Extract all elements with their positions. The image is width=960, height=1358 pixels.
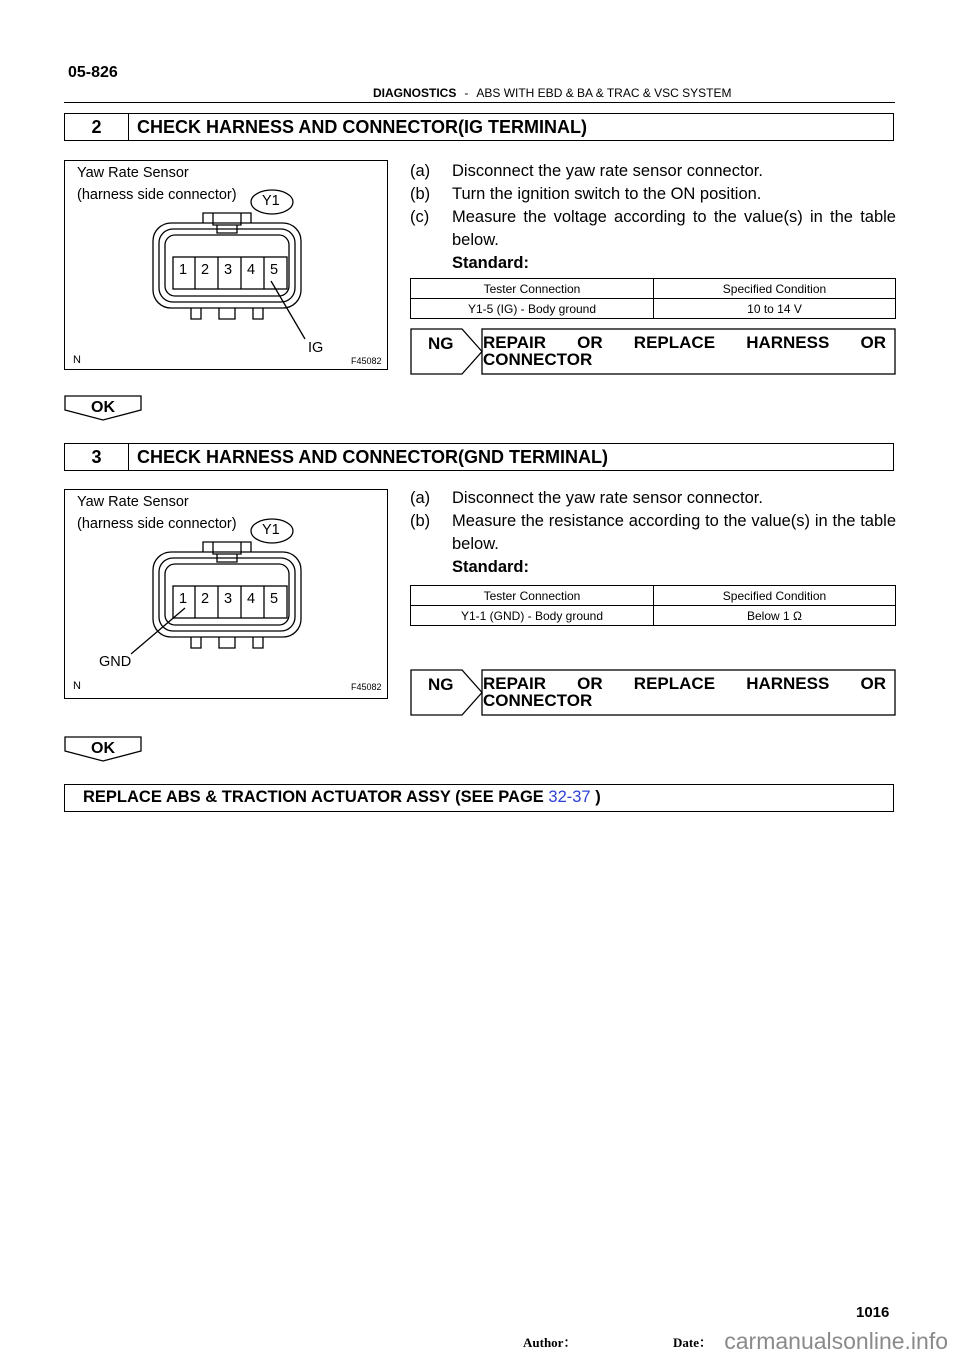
pin-5: 5 [270, 591, 279, 607]
step-2-title: CHECK HARNESS AND CONNECTOR(IG TERMINAL) [137, 116, 587, 137]
step-2-header [64, 113, 894, 141]
cell-connection: Y1-1 (GND) - Body ground [411, 606, 654, 626]
step-3-header [64, 443, 894, 471]
figure-id: F45082 [351, 356, 382, 366]
ng-action: REPAIR OR REPLACE HARNESS OR CONNECTOR [483, 674, 886, 710]
header-separator: - [464, 86, 469, 100]
step-2-instructions [410, 160, 896, 275]
step-3-number: 3 [65, 444, 129, 470]
pin-1: 1 [179, 262, 188, 278]
instruction-c: (c) Measure the voltage according to the value(s) in the table below. [410, 208, 896, 249]
sensor-label: Yaw Rate Sensor [77, 494, 189, 510]
cell-condition: Below 1 Ω [654, 606, 896, 626]
ng-result-gnd [410, 669, 896, 716]
step-3-title: CHECK HARNESS AND CONNECTOR(GND TERMINAL) [137, 446, 608, 467]
ok-label: OK [91, 740, 115, 757]
spec-table-gnd [410, 585, 896, 626]
page-code: 05-826 [68, 64, 118, 81]
pin-3: 3 [224, 591, 233, 607]
ok-label: OK [91, 399, 115, 416]
header-rule [64, 102, 895, 103]
step-3-figure [64, 489, 388, 699]
terminal-label: IG [308, 340, 324, 356]
pin-4: 4 [247, 591, 256, 607]
table-header-row [411, 586, 896, 606]
pin-2: 2 [201, 262, 210, 278]
ok-result-gnd [64, 736, 142, 762]
pin-4: 4 [247, 262, 256, 278]
header-specified-condition: Specified Condition [654, 279, 896, 299]
table-row [411, 299, 896, 319]
connector-code: Y1 [262, 193, 280, 209]
watermark: carmanualsonline.info [724, 1328, 948, 1354]
corner-mark: N [73, 354, 81, 366]
pin-3: 3 [224, 262, 233, 278]
ng-action: REPAIR OR REPLACE HARNESS OR CONNECTOR [483, 333, 886, 369]
ng-result-ig [410, 328, 896, 375]
final-action-text: REPLACE ABS & TRACTION ACTUATOR ASSY (SEE PAGE [83, 788, 549, 806]
page-link[interactable]: 32-37 [548, 788, 591, 806]
step-2-figure [64, 160, 388, 370]
cell-connection: Y1-5 (IG) - Body ground [411, 299, 654, 319]
step-2-number: 2 [65, 114, 129, 140]
final-close: ) [590, 788, 601, 806]
cell-condition: 10 to 14 V [654, 299, 896, 319]
connector-side-label: (harness side connector) [77, 187, 237, 203]
corner-mark: N [73, 680, 81, 692]
header-tester-connection: Tester Connection [411, 586, 654, 606]
section-name: DIAGNOSTICS [373, 86, 457, 100]
running-header [373, 86, 732, 100]
page-number: 1016 [856, 1304, 890, 1321]
figure-id: F45082 [351, 682, 382, 692]
table-header-row [411, 279, 896, 299]
system-name: ABS WITH EBD & BA & TRAC & VSC SYSTEM [476, 86, 732, 100]
connector-code: Y1 [262, 522, 280, 538]
header-specified-condition: Specified Condition [654, 586, 896, 606]
sensor-label: Yaw Rate Sensor [77, 165, 189, 181]
table-row [411, 606, 896, 626]
pin-5: 5 [270, 262, 279, 278]
standard-label: Standard: [452, 558, 530, 576]
pin-2: 2 [201, 591, 210, 607]
terminal-label: GND [99, 654, 132, 670]
final-action-box [64, 784, 894, 812]
step-3-instructions [410, 487, 896, 579]
standard-label: Standard: [452, 254, 530, 272]
author-label: Author： [523, 1335, 577, 1350]
ng-label: NG [428, 675, 454, 694]
ng-label: NG [428, 334, 454, 353]
instruction-b: (b) Turn the ignition switch to the ON position. [410, 185, 762, 203]
pin-1: 1 [179, 591, 188, 607]
header-tester-connection: Tester Connection [411, 279, 654, 299]
instruction-a: (a) Disconnect the yaw rate sensor connector. [410, 162, 763, 180]
instruction-b: (b) Measure the resistance according to the value(s) in the table below. [410, 512, 896, 553]
date-label: Date： [673, 1335, 712, 1350]
ok-result-ig [64, 395, 142, 421]
connector-side-label: (harness side connector) [77, 516, 237, 532]
instruction-a: (a) Disconnect the yaw rate sensor connector. [410, 489, 763, 507]
spec-table-ig [410, 278, 896, 319]
